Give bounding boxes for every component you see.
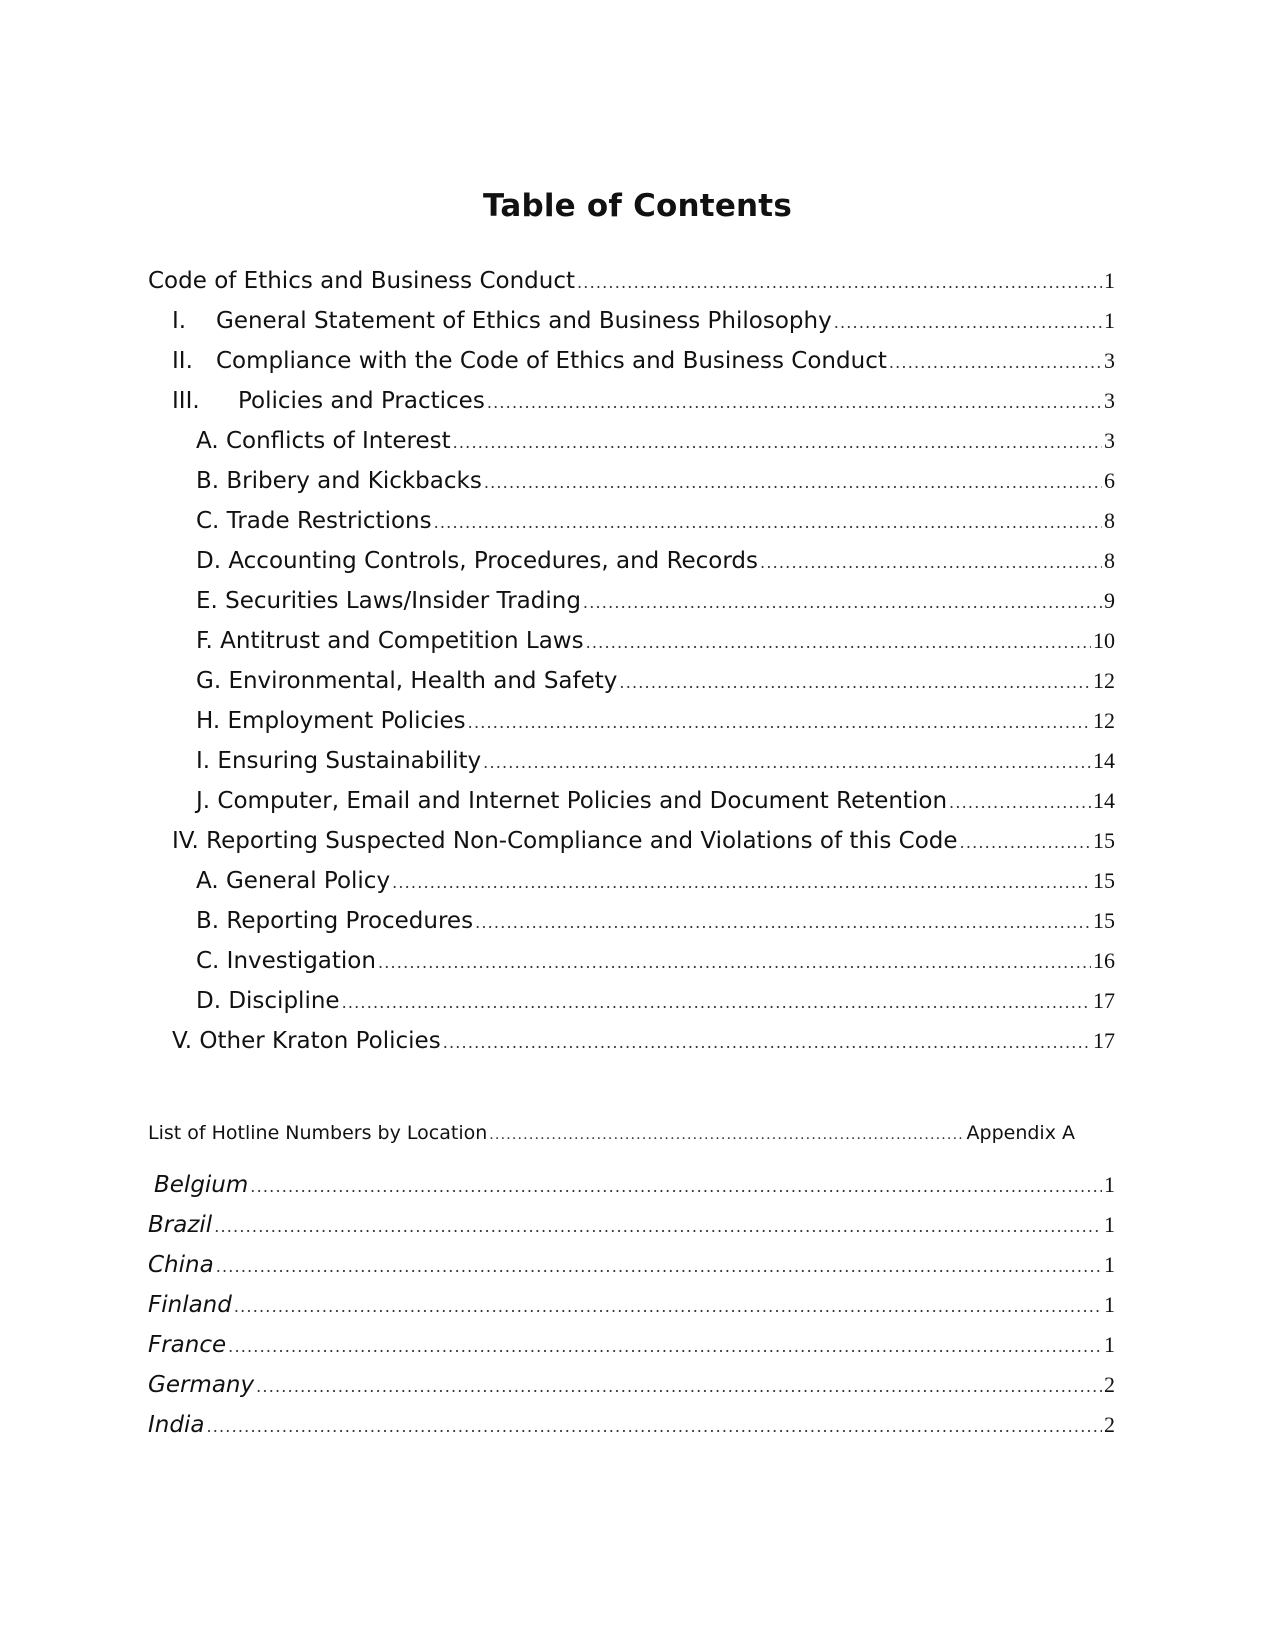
toc-entry-label: France (148, 1332, 227, 1358)
toc-page-number: 1 (1104, 1292, 1115, 1317)
toc-entry-h-employment[interactable] (196, 708, 1115, 742)
dot-leader (483, 753, 1091, 772)
toc-page-number: 10 (1093, 628, 1115, 653)
dot-leader (392, 873, 1091, 892)
toc-entry-germany[interactable] (148, 1372, 1115, 1406)
toc-entry-label: Compliance with the Code of Ethics and Business Conduct (216, 348, 887, 374)
toc-entry-iv-b-reporting[interactable] (196, 908, 1115, 942)
toc-entry-label: E. Securities Laws/Insider Trading (196, 588, 581, 614)
dot-leader (834, 313, 1102, 332)
toc-entry-e-securities[interactable] (196, 588, 1115, 622)
toc-entry-label: D. Discipline (196, 988, 340, 1014)
toc-page-number: 14 (1093, 788, 1115, 813)
toc-page-number: 3 (1104, 428, 1115, 453)
toc-entry-label: F. Antitrust and Competition Laws (196, 628, 584, 654)
toc-entry-label: Belgium (154, 1172, 249, 1198)
toc-entry-section-iii[interactable] (172, 388, 1115, 422)
toc-entry-label: IV. Reporting Suspected Non-Compliance and Violations of this Code (172, 828, 958, 854)
toc-section-number: II. (172, 348, 193, 374)
toc-entry-section-v[interactable] (172, 1028, 1115, 1062)
page-title: Table of Contents (483, 188, 792, 224)
toc-entry-iv-d-discipline[interactable] (196, 988, 1115, 1022)
toc-page-number: 14 (1093, 748, 1115, 773)
toc-entry-label: I. Ensuring Sustainability (196, 748, 482, 774)
toc-entry-section-i[interactable] (172, 308, 1115, 342)
toc-entry-j-computer[interactable] (196, 788, 1115, 822)
dot-leader (342, 993, 1091, 1012)
dot-leader (583, 593, 1102, 612)
toc-page-number: 17 (1093, 988, 1115, 1013)
dot-leader (378, 953, 1091, 972)
toc-page-number: 15 (1093, 828, 1115, 853)
toc-page-number: 1 (1104, 1252, 1115, 1277)
toc-section-number: I. (172, 308, 187, 334)
toc-entry-label: C. Trade Restrictions (196, 508, 432, 534)
toc-entry-india[interactable] (148, 1412, 1115, 1446)
toc-entry-finland[interactable] (148, 1292, 1115, 1326)
toc-entry-label: Policies and Practices (238, 388, 485, 414)
dot-leader (216, 1257, 1102, 1276)
toc-entry-b-bribery[interactable] (196, 468, 1115, 502)
toc-page-number: 3 (1104, 348, 1115, 373)
toc-page-number: 1 (1104, 1332, 1115, 1357)
toc-entry-label: D. Accounting Controls, Procedures, and Records (196, 548, 759, 574)
toc-entry-brazil[interactable] (148, 1212, 1115, 1246)
toc-page-number: 8 (1104, 508, 1115, 533)
toc-entry-label: G. Environmental, Health and Safety (196, 668, 618, 694)
toc-entry-label: Brazil (148, 1212, 213, 1238)
toc-entry-belgium[interactable] (154, 1172, 1115, 1206)
toc-entry-label: List of Hotline Numbers by Location (148, 1122, 488, 1144)
dot-leader (889, 353, 1102, 372)
dot-leader (475, 913, 1091, 932)
toc-page-number: 15 (1093, 868, 1115, 893)
dot-leader (489, 1127, 964, 1143)
dot-leader (468, 713, 1091, 732)
toc-page-number: 9 (1104, 588, 1115, 613)
dot-leader (234, 1297, 1102, 1316)
toc-page-number: 6 (1104, 468, 1115, 493)
toc-entry-label: A. General Policy (196, 868, 391, 894)
dot-leader (760, 553, 1102, 572)
dot-leader (256, 1377, 1102, 1396)
dot-leader (619, 673, 1091, 692)
toc-page-number: 1 (1104, 1172, 1115, 1197)
toc-page-number: 12 (1093, 708, 1115, 733)
dot-leader (443, 1033, 1091, 1052)
toc-entry-f-antitrust[interactable] (196, 628, 1115, 662)
dot-leader (960, 833, 1091, 852)
toc-entry-section-ii[interactable] (172, 348, 1115, 382)
dot-leader (228, 1337, 1102, 1356)
toc-entry-france[interactable] (148, 1332, 1115, 1366)
dot-leader (214, 1217, 1102, 1236)
toc-entry-label: V. Other Kraton Policies (172, 1028, 441, 1054)
toc-entry-label: C. Investigation (196, 948, 376, 974)
toc-entry-label: J. Computer, Email and Internet Policies and Document Retention (196, 788, 948, 814)
toc-entry-china[interactable] (148, 1252, 1115, 1286)
toc-entry-d-accounting[interactable] (196, 548, 1115, 582)
toc-entry-label: A. Conflicts of Interest (196, 428, 451, 454)
toc-entry-label: B. Reporting Procedures (196, 908, 474, 934)
toc-entry-c-trade[interactable] (196, 508, 1115, 542)
dot-leader (487, 393, 1102, 412)
toc-entry-label: India (148, 1412, 205, 1438)
toc-entry-section-iv[interactable] (172, 828, 1115, 862)
dot-leader (434, 513, 1102, 532)
toc-entry-a-conflicts[interactable] (196, 428, 1115, 462)
dot-leader (250, 1177, 1102, 1196)
toc-entry-label: General Statement of Ethics and Business Philosophy (216, 308, 832, 334)
toc-page-number: 16 (1093, 948, 1115, 973)
toc-entry-code-of-ethics[interactable] (148, 268, 1115, 302)
toc-page-number: 2 (1104, 1412, 1115, 1437)
toc-page-number: 8 (1104, 548, 1115, 573)
toc-entry-g-environmental[interactable] (196, 668, 1115, 702)
toc-page-number: 2 (1104, 1372, 1115, 1397)
toc-page-number: 1 (1104, 308, 1115, 333)
toc-entry-iv-a-general[interactable] (196, 868, 1115, 902)
toc-section-number: III. (172, 388, 200, 414)
toc-page-number: 1 (1104, 268, 1115, 293)
dot-leader (577, 273, 1102, 292)
dot-leader (586, 633, 1091, 652)
toc-page-number: 17 (1093, 1028, 1115, 1053)
toc-page-number: 1 (1104, 1212, 1115, 1237)
toc-page-number: Appendix A (966, 1122, 1075, 1144)
toc-entry-hotline-list[interactable] (148, 1122, 1075, 1156)
toc-page-number: 15 (1093, 908, 1115, 933)
dot-leader (949, 793, 1091, 812)
dot-leader (484, 473, 1102, 492)
dot-leader (453, 433, 1102, 452)
toc-entry-iv-c-investigation[interactable] (196, 948, 1115, 982)
toc-entry-label: H. Employment Policies (196, 708, 466, 734)
toc-page-number: 12 (1093, 668, 1115, 693)
dot-leader (206, 1417, 1102, 1436)
toc-entry-label: Germany (148, 1372, 255, 1398)
toc-entry-label: China (148, 1252, 214, 1278)
toc-entry-label: Finland (148, 1292, 232, 1318)
toc-entry-label: Code of Ethics and Business Conduct (148, 268, 575, 294)
toc-entry-i-sustainability[interactable] (196, 748, 1115, 782)
toc-page-number: 3 (1104, 388, 1115, 413)
toc-entry-label: B. Bribery and Kickbacks (196, 468, 482, 494)
